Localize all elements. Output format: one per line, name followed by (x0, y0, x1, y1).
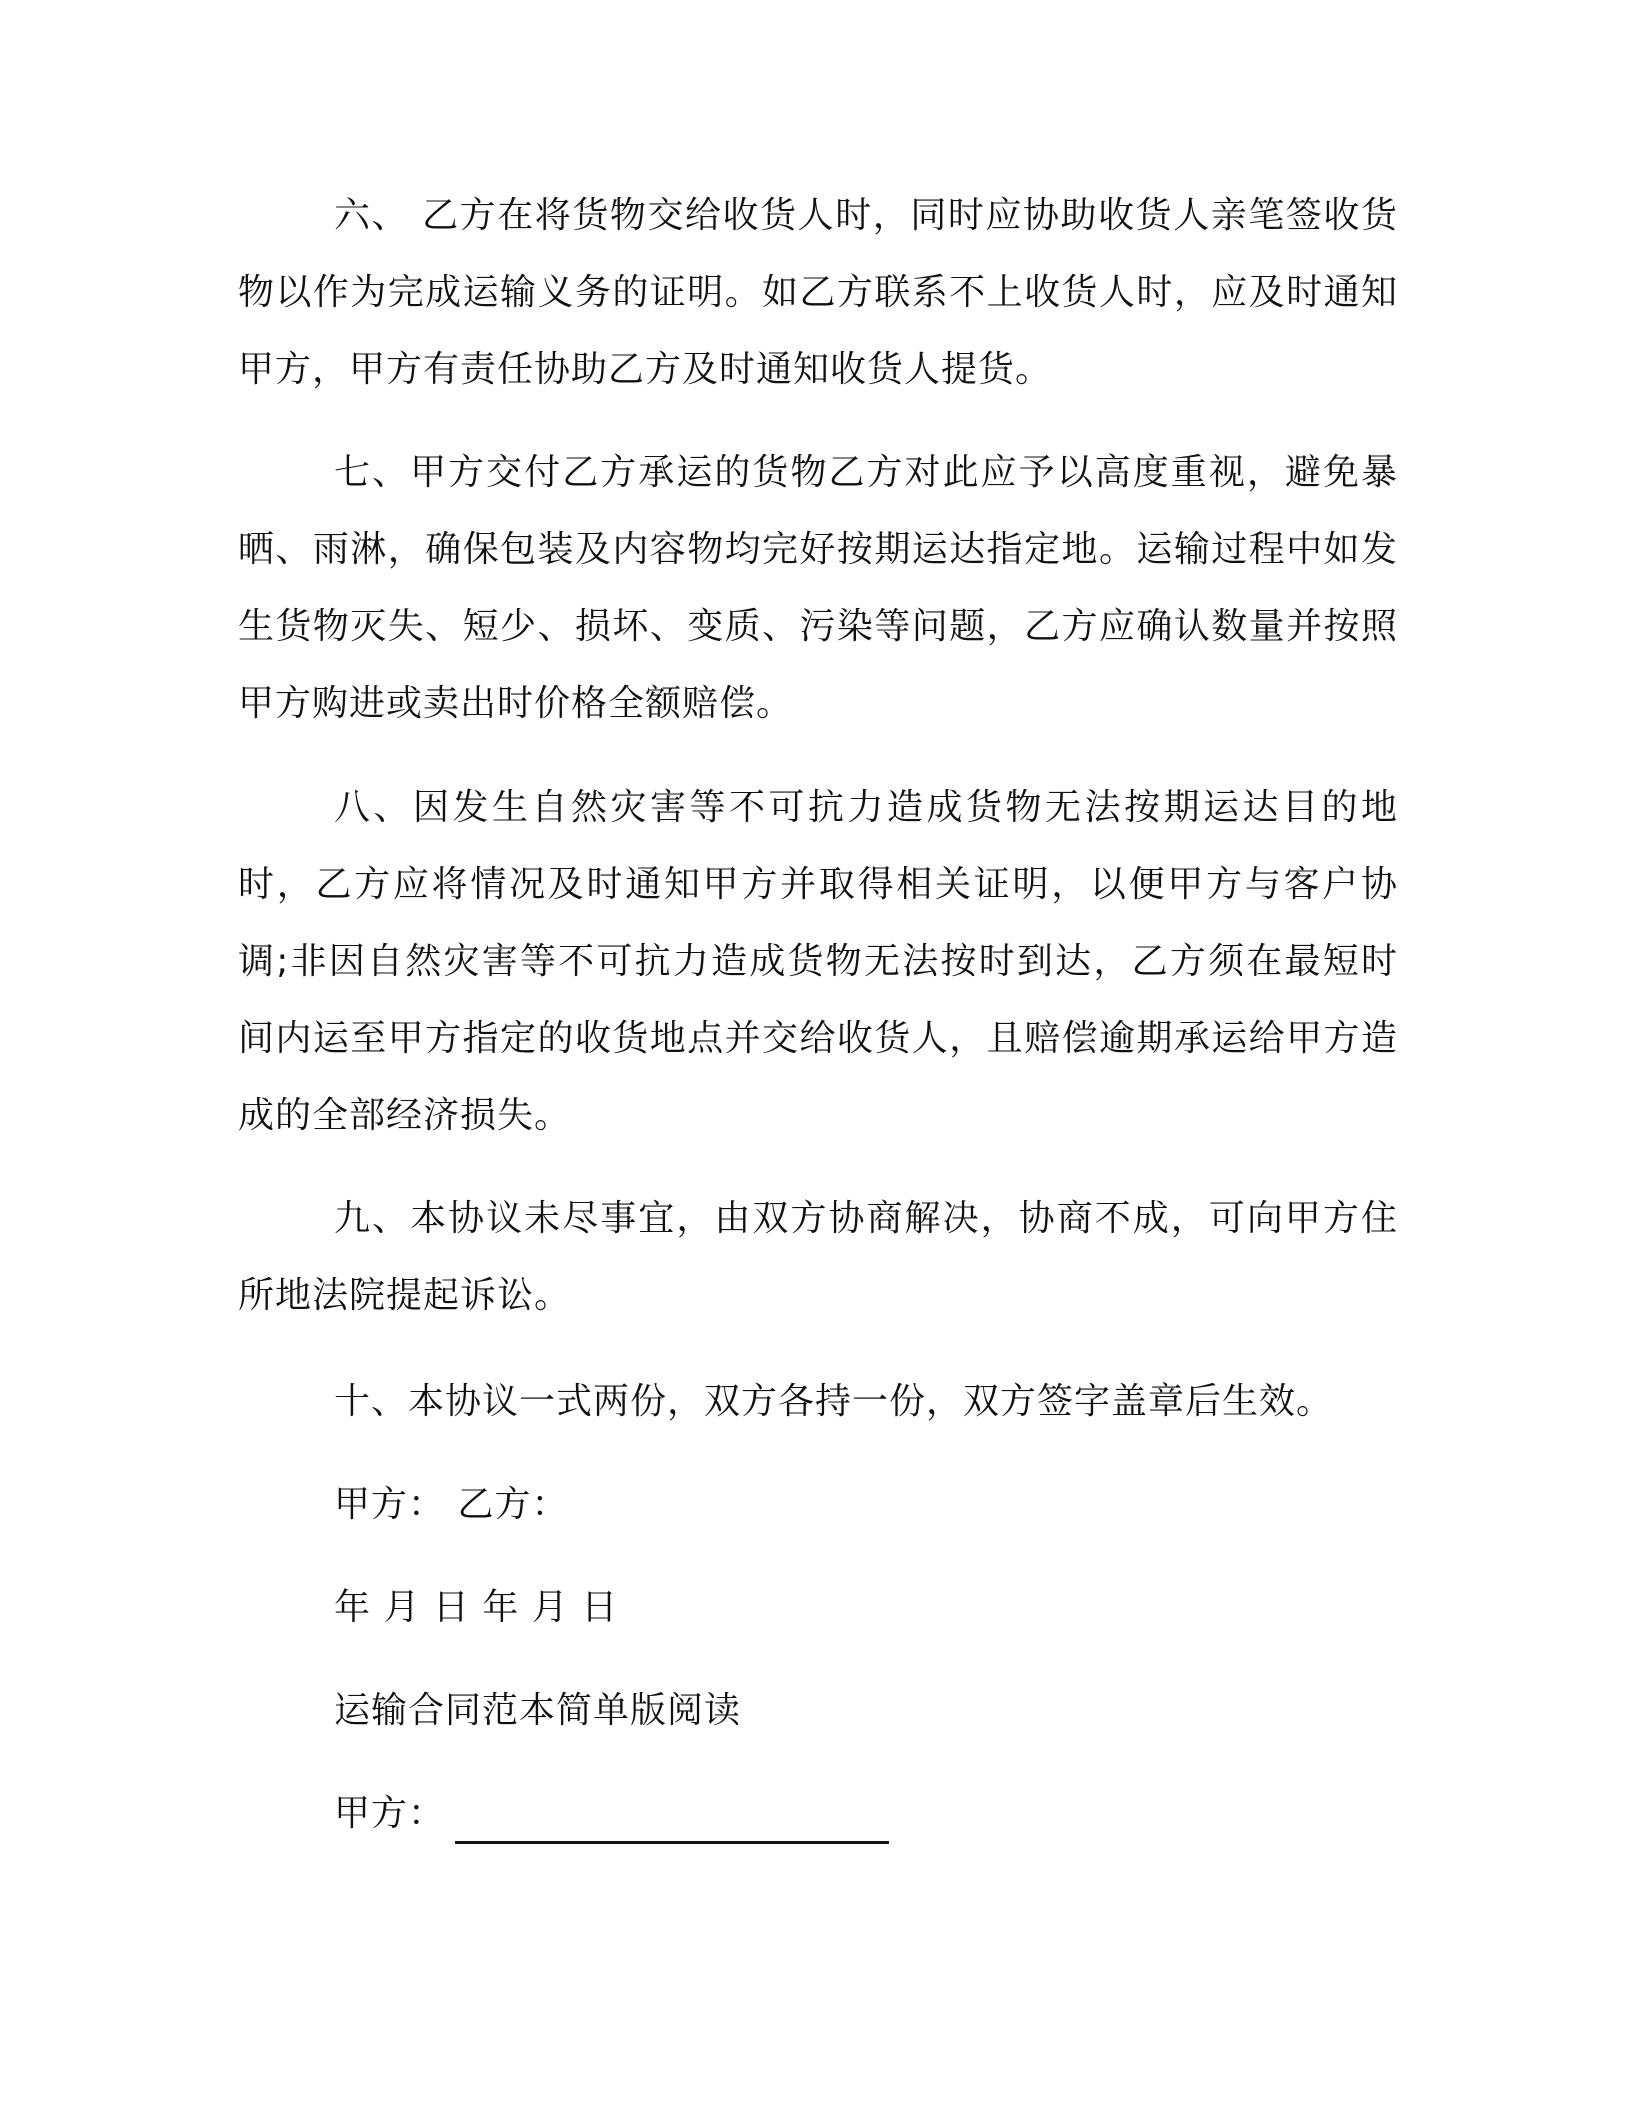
signature-blank-line (455, 1801, 889, 1844)
signature-dates: 年 月 日 年 月 日 (334, 1587, 619, 1628)
party-a-label: 甲方： (334, 1793, 446, 1834)
signature-parties: 甲方： 乙方： (334, 1484, 569, 1525)
next-section-title: 运输合同范本简单版阅读 (334, 1690, 742, 1731)
clause-7: 七、甲方交付乙方承运的货物乙方对此应予以高度重视，避免暴晒、雨淋，确保包装及内容物均完好按期运达指定地。运输过程中如发生货物灭失、短少、损坏、变质、污染等问题，乙方应确认数量并按照甲方购进或卖出时价格全额赔偿。 (238, 452, 1398, 724)
clause-10: 十、本协议一式两份，双方各持一份，双方签字盖章后生效。 (334, 1381, 1334, 1422)
clause-6: 六、 乙方在将货物交给收货人时，同时应协助收货人亲笔签收货物以作为完成运输义务的证明。如乙方联系不上收货人时，应及时通知甲方，甲方有责任协助乙方及时通知收货人提货。 (238, 195, 1398, 390)
clause-9: 九、本协议未尽事宜，由双方协商解决，协商不成，可向甲方住所地法院提起诉讼。 (238, 1198, 1398, 1316)
clause-8: 八、因发生自然灾害等不可抗力造成货物无法按期运达目的地时，乙方应将情况及时通知甲方并取得相关证明，以便甲方与客户协调;非因自然灾害等不可抗力造成货物无法按时到达，乙方须在最短时间内运至甲方指定的收货地点并交给收货人，且赔偿逾期承运给甲方造成的全部经济损失。 (238, 787, 1398, 1136)
party-a-line (334, 1784, 889, 1844)
